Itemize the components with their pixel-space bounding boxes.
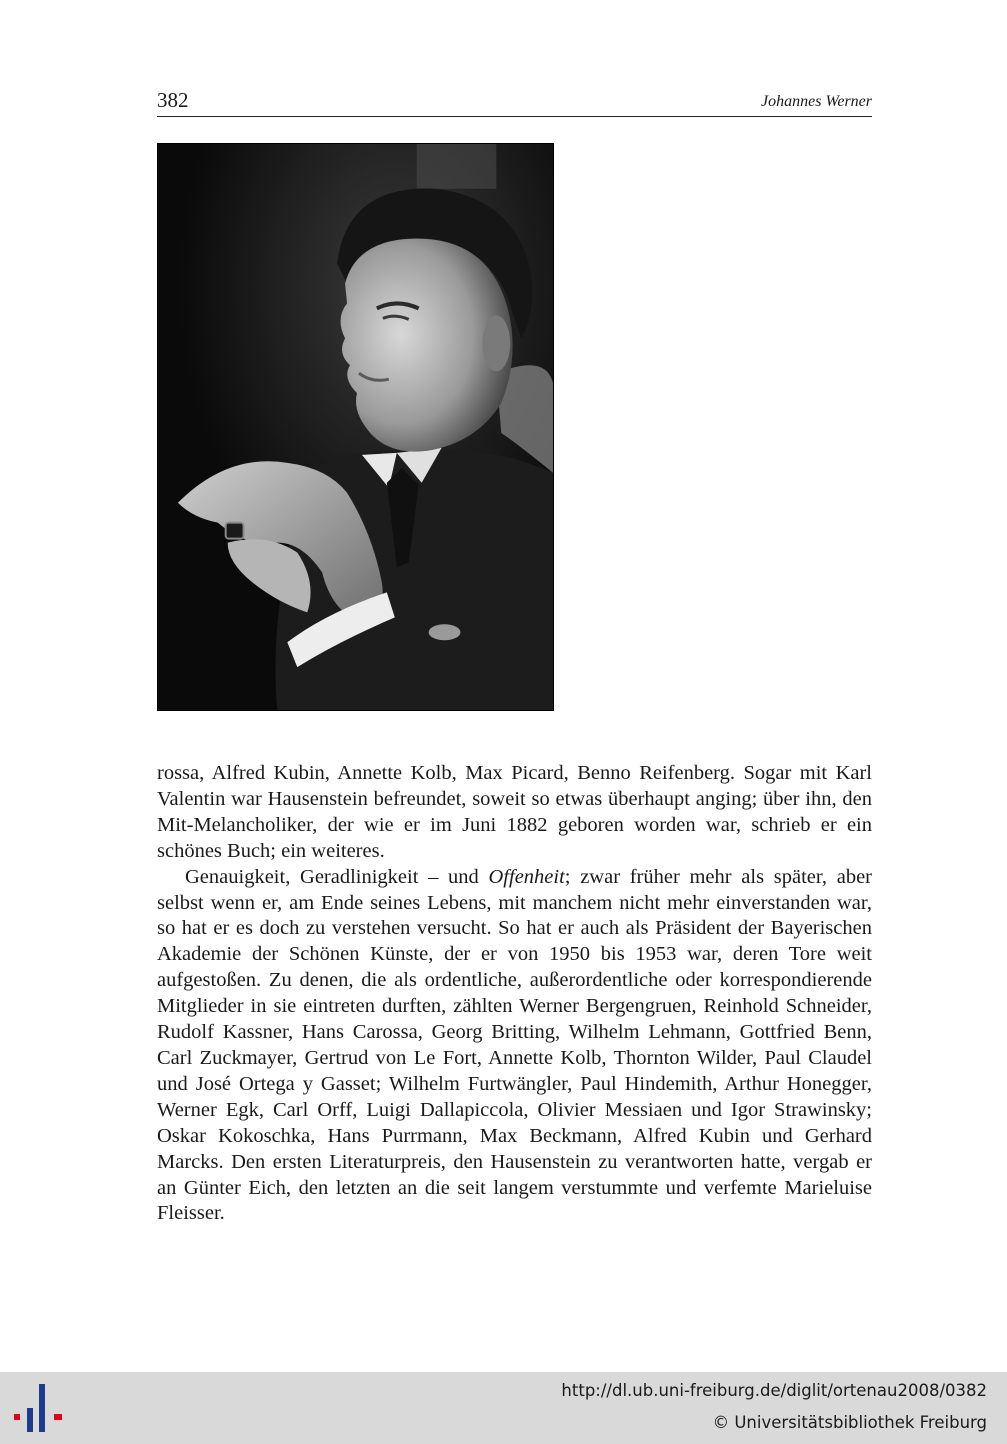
source-url-link[interactable]: http://dl.ub.uni-freiburg.de/diglit/ortenau2008/0382 — [561, 1381, 987, 1400]
university-library-logo — [14, 1384, 64, 1432]
paragraph-2 — [157, 865, 872, 1228]
portrait-photo — [157, 143, 554, 711]
page-header — [157, 86, 872, 117]
footer-bar — [0, 1372, 1007, 1444]
body-text — [157, 761, 872, 1227]
paragraph-1: rossa, Alfred Kubin, Annette Kolb, Max Picard, Benno Reifenberg. Sogar mit Karl Valentin war Hausenstein befreundet, soweit so etwas überhaupt anging; über ihn, den Mit-Melancholiker, der wie er im Juni 1882 geboren worden war, schrieb er ein schönes Buch; ein weiteres. — [157, 762, 872, 862]
page-number: 382 — [157, 88, 189, 112]
portrait-photo-image — [158, 144, 553, 710]
paragraph-2-rest: ; zwar früher mehr als später, aber selbst wenn er, am Ende seines Lebens, mit manchem nicht mehr einverstanden war, so hat er es doch zu verstehen versucht. So hat er auch als Präsident der Bayerischen Akademie der Schönen Künste, der er von 1950 bis 1953 war, deren Tore weit aufgestoßen. Zu denen, die als ordentliche, außerordentliche oder korrespondierende Mitglieder in sie eintreten durften, zählten Werner Bergengruen, Reinhold Schneider, Rudolf Kassner, Hans Carossa, Georg Britting, Wilhelm Lehmann, Gottfried Benn, Carl Zuckmayer, Gertrud von Le Fort, Annette Kolb, Thornton Wilder, Paul Claudel und José Ortega y Gasset; Wilhelm Furtwängler, Paul Hindemith, Arthur Honegger, Werner Egk, Carl Orff, Luigi Dallapiccola, Olivier Messiaen und Igor Strawinsky; Oskar Kokoschka, Hans Purrmann, Max Beckmann, Alfred Kubin und Gerhard Marcks. Den ersten Literaturpreis, den Hausenstein zu verantworten hatte, vergab er an Günter Eich, den letzten an die seit langem verstummte und verfemte Marieluise Fleisser. — [157, 865, 872, 1225]
copyright-notice: © Universitätsbibliothek Freiburg — [712, 1413, 987, 1432]
running-head: Johannes Werner — [761, 93, 872, 110]
emphasis-offenheit: Offenheit — [488, 865, 565, 888]
paragraph-2-start: Genauigkeit, Geradlinigkeit – und — [185, 865, 489, 888]
